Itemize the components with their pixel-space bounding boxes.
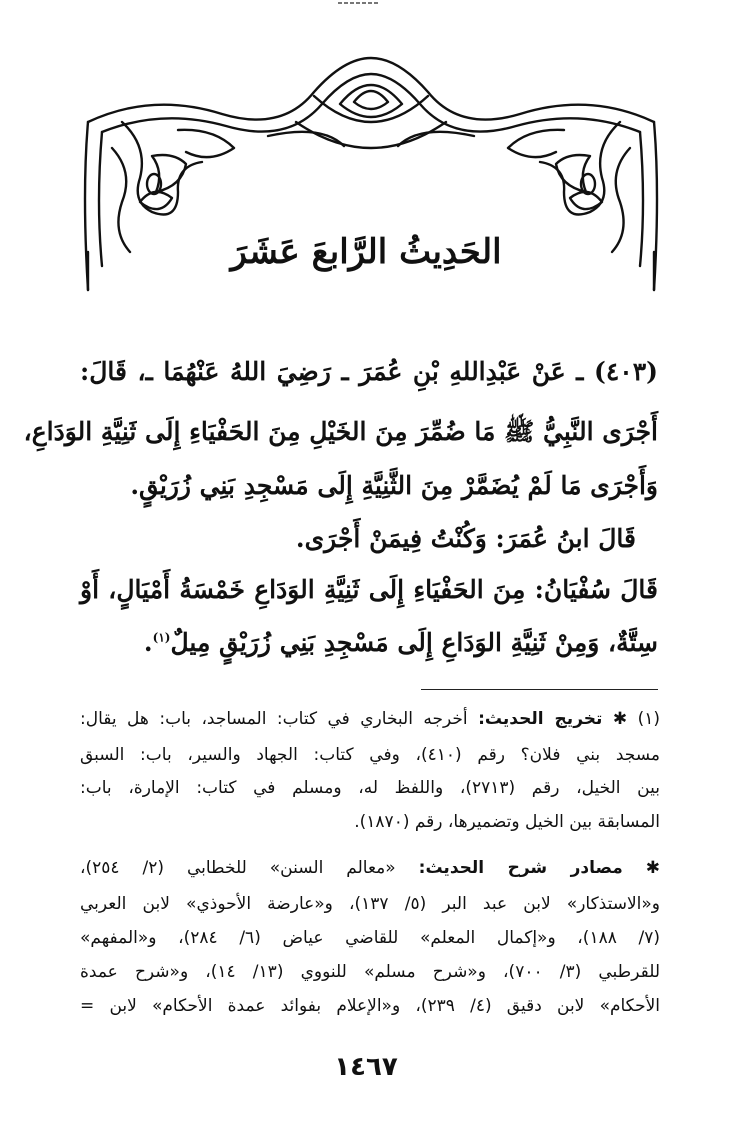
footnote-line: للقرطبي (٣/ ٧٠٠)، و«شرح مسلم» للنووي (١٣/ ١٤)، و«شرح عمدة xyxy=(80,962,660,982)
page-top-mark xyxy=(336,0,382,6)
hadith-line xyxy=(144,623,658,663)
footnote-line xyxy=(80,855,660,881)
footnote-line: (٧/ ١٨٨)، و«إكمال المعلم» للقاضي عياض (٦/ ٢٨٤)، و«المفهم» xyxy=(80,928,660,948)
footnote-marker: (١) xyxy=(152,630,171,645)
footnote-line: و«الاستذكار» لابن عبد البر (٥/ ١٣٧)، و«عارضة الأحوذي» لابن العربي xyxy=(80,894,661,914)
footnote-line: بين الخيل، رقم (٢٧١٣)، واللفظ له، ومسلم في كتاب: الإمارة، باب: xyxy=(80,778,660,798)
footnote-line xyxy=(80,706,660,732)
takhrij-text: أخرجه البخاري في كتاب: المساجد، باب: هل يقال: xyxy=(80,709,468,729)
star-icon: ✱ xyxy=(645,858,661,878)
hadith-end-punct: . xyxy=(143,628,153,657)
footnote-line: الأحكام» لابن دقيق (٤/ ٢٣٩)، و«الإعلام بفوائد عمدة الأحكام» لابن = xyxy=(80,996,660,1016)
hadith-line: أَجْرَى النَّبِيُّ ﷺ مَا ضُمِّرَ مِنَ الخَيْلِ مِنَ الحَفْيَاءِ إِلَى ثَنِيَّةِ الوَدَاعِ، xyxy=(23,417,658,446)
hadith-line: قَالَ ابنُ عُمَرَ: وَكُنْتُ فِيمَنْ أَجْرَى. xyxy=(295,524,636,553)
hadith-line: (٤٠٣) ـ عَنْ عَبْدِاللهِ بْنِ عُمَرَ ـ رَضِيَ اللهُ عَنْهُمَا ـ، قَالَ: xyxy=(80,357,658,386)
masadir-text: «معالم السنن» للخطابي (٢/ ٢٥٤)، xyxy=(80,858,396,878)
takhrij-label: تخريج الحديث: xyxy=(478,709,603,729)
footnote-separator xyxy=(421,689,658,690)
footnote-number: (١) xyxy=(637,709,661,729)
hadith-line: قَالَ سُفْيَانُ: مِنَ الحَفْيَاءِ إِلَى ثَنِيَّةِ الوَدَاعِ خَمْسَةُ أَمْيَالٍ، أَوْ xyxy=(80,575,658,604)
hadith-line: وَأَجْرَى مَا لَمْ يُضَمَّرْ مِنَ الثَّنِيَّةِ إِلَى مَسْجِدِ بَنِي زُرَيْقٍ. xyxy=(130,471,658,500)
footnote-line: المسابقة بين الخيل وتضميرها، رقم (١٨٧٠). xyxy=(354,812,660,832)
page-number: ١٤٦٧ xyxy=(334,1052,398,1082)
star-icon: ✱ xyxy=(612,709,628,729)
masadir-label: مصادر شرح الحديث: xyxy=(418,858,623,878)
hadith-line-text: سِتَّةٌ، وَمِنْ ثَنِيَّةِ الوَدَاعِ إِلَى مَسْجِدِ بَنِي زُرَيْقٍ مِيلٌ xyxy=(170,628,658,657)
hadith-heading: الحَدِيثُ الرَّابعَ عَشَرَ xyxy=(230,232,502,272)
footnote-line: مسجد بني فلان؟ رقم (٤١٠)، وفي كتاب: الجهاد والسير، باب: السبق xyxy=(80,745,661,765)
